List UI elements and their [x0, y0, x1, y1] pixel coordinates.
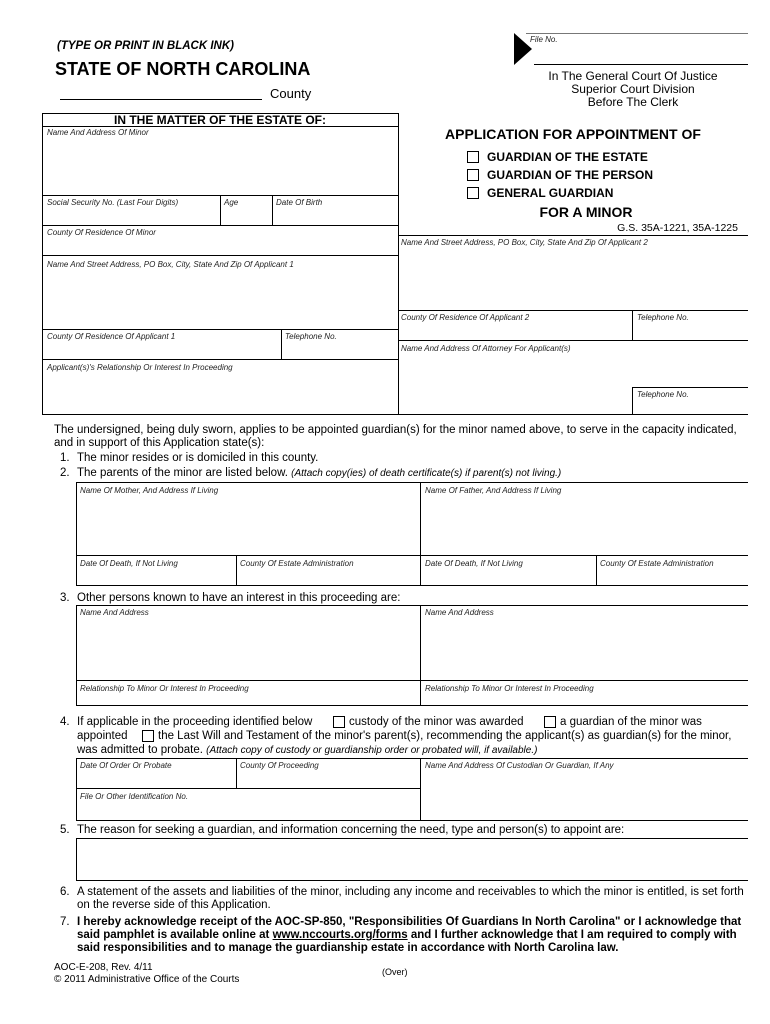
person1-name-label: Name And Address: [80, 608, 149, 617]
item4-number: 4.: [60, 716, 70, 728]
telephone3-label: Telephone No.: [637, 390, 689, 399]
application-title: APPLICATION FOR APPOINTMENT OF: [445, 126, 701, 142]
item2-note: (Attach copy(ies) of death certificate(s) if parent(s) not living.): [291, 468, 562, 479]
state-title: STATE OF NORTH CAROLINA: [55, 59, 311, 79]
form-number: AOC-E-208, Rev. 4/11: [54, 962, 153, 973]
file-no-line[interactable]: [534, 64, 748, 65]
court-line2: Superior Court Division: [571, 82, 695, 96]
applicant1-address-label: Name And Street Address, PO Box, City, State And Zip Of Applicant 1: [47, 260, 294, 269]
parents-left: [76, 482, 77, 585]
item6-line1: A statement of the assets and liabilities of the minor, including any income and receivables to which the minor is entitled, is set forth: [77, 886, 744, 898]
item1-text: The minor resides or is domiciled in this county.: [77, 452, 319, 464]
item3-number: 3.: [60, 592, 70, 604]
ssn-label: Social Security No. (Last Four Digits): [47, 198, 179, 207]
statute-ref: G.S. 35A-1221, 35A-1225: [617, 222, 738, 234]
minor-name-label: Name And Address Of Minor: [47, 128, 149, 137]
item5-number: 5.: [60, 824, 70, 836]
county-label: County: [270, 86, 312, 101]
item4-part-d: appointed: [77, 730, 128, 742]
item7-number: 7.: [60, 916, 70, 928]
age-divider: [220, 195, 221, 225]
intro-line2: and in support of this Application state(s):: [54, 437, 265, 449]
interest-rel-row: [76, 680, 748, 681]
item4-part-b: custody of the minor was awarded: [349, 716, 524, 728]
file-no-label: File No.: [530, 35, 558, 44]
date-order-label: Date Of Order Or Probate: [80, 761, 172, 770]
father-label: Name Of Father, And Address If Living: [425, 486, 562, 495]
tel3-top: [632, 387, 748, 388]
file-no-top-line: [526, 33, 748, 34]
reason-left: [76, 838, 77, 880]
dob-divider: [272, 195, 273, 225]
mother-death-label: Date Of Death, If Not Living: [80, 559, 178, 568]
court-line1: In The General Court Of Justice: [548, 69, 718, 83]
county-line[interactable]: [60, 99, 262, 100]
applicant1-top: [42, 255, 398, 256]
guardian-estate-checkbox[interactable]: [467, 151, 479, 163]
person2-name-label: Name And Address: [425, 608, 494, 617]
item2-text: [77, 467, 561, 479]
reason-top: [76, 838, 748, 839]
interest-top: [76, 605, 748, 606]
item4-part-f: [77, 744, 537, 756]
item2-number: 2.: [60, 467, 70, 479]
telephone1-label: Telephone No.: [285, 332, 337, 341]
nccourts-link[interactable]: www.nccourts.org/forms: [272, 929, 408, 941]
interest-bottom: [76, 705, 748, 706]
item7-line2: [77, 929, 737, 941]
telephone2-label: Telephone No.: [637, 313, 689, 322]
tel1-divider: [281, 329, 282, 359]
item7-line1: I hereby acknowledge receipt of the AOC-SP-850, "Responsibilities Of Guardians In North Carolina" or I acknowledge that: [77, 916, 742, 928]
item7-line2-b: and I further acknowledge that I am required to comply with: [410, 929, 737, 941]
top-section-bottom: [42, 414, 748, 415]
mother-label: Name Of Mother, And Address If Living: [80, 486, 219, 495]
guardian-person-checkbox[interactable]: [467, 169, 479, 181]
parents-mid: [420, 482, 421, 585]
ink-note: (TYPE OR PRINT IN BLACK INK): [57, 40, 234, 52]
dob-label: Date Of Birth: [276, 198, 323, 207]
interest-left: [76, 605, 77, 705]
mother-county-label: County Of Estate Administration: [240, 559, 354, 568]
custodian-label: Name And Address Of Custodian Or Guardian, If Any: [425, 761, 614, 770]
item4-note: (Attach copy of custody or guardianship order or probated will, if available.): [206, 745, 538, 756]
matter-title: IN THE MATTER OF THE ESTATE OF:: [114, 113, 326, 127]
applicant2-address-label: Name And Street Address, PO Box, City, State And Zip Of Applicant 2: [401, 238, 648, 247]
general-guardian-label: GENERAL GUARDIAN: [487, 186, 614, 200]
attorney-top: [398, 340, 748, 341]
mother-county-div: [236, 555, 237, 585]
father-county-div: [596, 555, 597, 585]
county-applicant2-label: County Of Residence Of Applicant 2: [401, 313, 530, 322]
tel3-divider: [632, 387, 633, 414]
order-bottom: [76, 820, 748, 821]
item7-line3: said responsibilities and to manage the guardianship estate in accordance with North Carolina law.: [77, 942, 619, 954]
order-left: [76, 758, 77, 820]
order-top: [76, 758, 748, 759]
guardian-appointed-checkbox[interactable]: [544, 716, 556, 728]
father-county-label: County Of Estate Administration: [600, 559, 714, 568]
county-app2-top: [398, 310, 748, 311]
reason-bottom: [76, 880, 748, 881]
item2-main: The parents of the minor are listed below.: [77, 467, 288, 479]
item4-part-a: If applicable in the proceeding identified below: [77, 716, 313, 728]
for-minor-title: FOR A MINOR: [539, 204, 633, 220]
tel2-divider: [632, 310, 633, 340]
guardian-estate-label: GUARDIAN OF THE ESTATE: [487, 150, 648, 164]
county-minor-label: County Of Residence Of Minor: [47, 228, 156, 237]
order-county-div: [236, 758, 237, 788]
county-app1-top: [42, 329, 398, 330]
general-guardian-checkbox[interactable]: [467, 187, 479, 199]
item3-text: Other persons known to have an interest in this proceeding are:: [77, 592, 401, 604]
court-line3: Before The Clerk: [587, 95, 679, 109]
father-death-label: Date Of Death, If Not Living: [425, 559, 523, 568]
item1-number: 1.: [60, 452, 70, 464]
intro-line1: The undersigned, being duly sworn, applies to be appointed guardian(s) for the minor named above, to serve in the capacity indicated,: [54, 424, 737, 436]
item7-line2-a: said pamphlet is available online at: [77, 929, 270, 941]
item6-line2: on the reverse side of this Application.: [77, 899, 271, 911]
attorney-label: Name And Address Of Attorney For Applicant(s): [401, 344, 571, 353]
item6-number: 6.: [60, 886, 70, 898]
item4-part-e: the Last Will and Testament of the minor's parent(s), recommending the applicant(s) as guardian(s) for the minor,: [158, 730, 732, 742]
center-divider: [398, 113, 399, 414]
applicant2-top: [398, 235, 748, 236]
item5-text: The reason for seeking a guardian, and information concerning the need, type and person(s) to appoint are:: [77, 824, 625, 836]
item4-probate: was admitted to probate.: [77, 744, 203, 756]
order-mid: [420, 758, 421, 820]
person1-relationship-label: Relationship To Minor Or Interest In Proceeding: [80, 684, 249, 693]
parents-bottom: [76, 585, 748, 586]
county-minor-top: [42, 225, 398, 226]
will-checkbox[interactable]: [142, 730, 154, 742]
interest-mid: [420, 605, 421, 705]
county-applicant1-label: County Of Residence Of Applicant 1: [47, 332, 176, 341]
person2-relationship-label: Relationship To Minor Or Interest In Proceeding: [425, 684, 594, 693]
item4-part-c: a guardian of the minor was: [560, 716, 702, 728]
custody-checkbox[interactable]: [333, 716, 345, 728]
county-proceeding-label: County Of Proceeding: [240, 761, 319, 770]
guardian-person-label: GUARDIAN OF THE PERSON: [487, 168, 654, 182]
file-other-top: [76, 788, 420, 789]
relationship-top: [42, 359, 398, 360]
age-label: Age: [224, 198, 239, 207]
relationship-label: Applicant(s)'s Relationship Or Interest In Proceeding: [47, 363, 233, 372]
left-border: [42, 113, 43, 414]
matter-rule: [42, 126, 398, 127]
over-note: (Over): [382, 967, 408, 977]
parents-top: [76, 482, 748, 483]
copyright: © 2011 Administrative Office of the Courts: [54, 974, 240, 985]
file-other-label: File Or Other Identification No.: [80, 792, 189, 801]
parents-date-row: [76, 555, 748, 556]
